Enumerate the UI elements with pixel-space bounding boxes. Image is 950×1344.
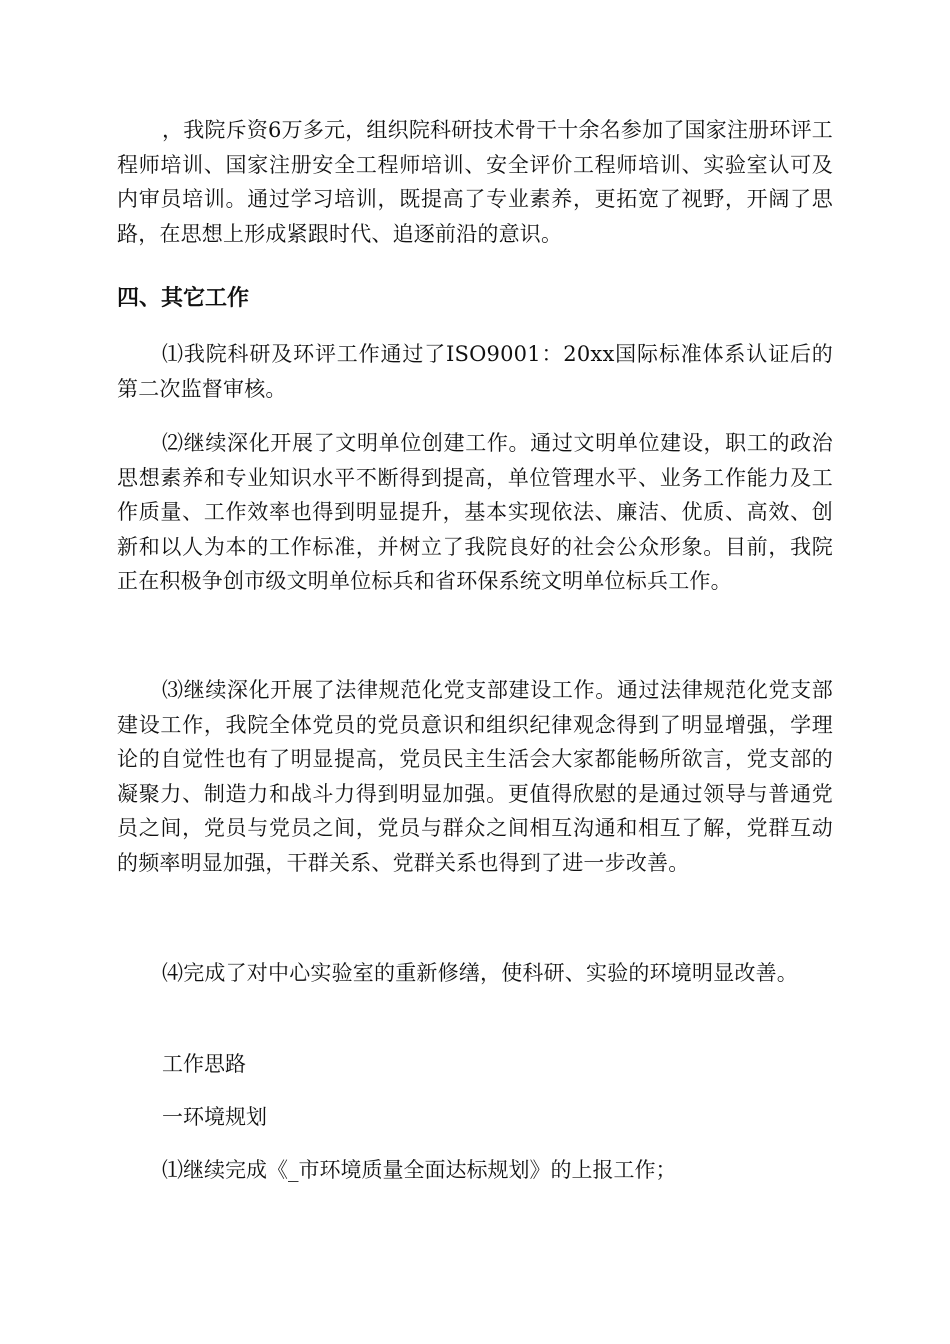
paragraph-training: ，我院斥资6万多元，组织院科研技术骨干十余名参加了国家注册环评工程师培训、国家注册安全工程师培训、安全评价工程师培训、实验室认可及内审员培训。通过学习培训，既提高了专业素养，更拓宽了视野，开阔了思路，在思想上形成紧跟时代、追逐前沿的意识。 — [117, 118, 833, 246]
list-item-lab-renovation: ⑷完成了对中心实验室的重新修缮，使科研、实验的环境明显改善。 — [162, 961, 798, 985]
list-item-party-branch: ⑶继续深化开展了法律规范化党支部建设工作。通过法律规范化党支部建设工作，我院全体党员的党员意识和组织纪律观念得到了明显增强，学理论的自觉性也有了明显提高，党员民主生活会大家都能畅所欲言，党支部的凝聚力、制造力和战斗力得到明显加强。更值得欣慰的是通过领导与普通党员之间，党员与党员之间，党员与群众之间相互沟通和相互了解，党群互动的频率明显加强，干群关系、党群关系也得到了进一步改善。 — [117, 678, 833, 875]
section-heading-other-work: 四、其它工作 — [117, 286, 250, 311]
env-planning-title: 一环境规划 — [162, 1105, 267, 1129]
list-item-civilized-unit: ⑵继续深化开展了文明单位创建工作。通过文明单位建设，职工的政治思想素养和专业知识水平不断得到提高，单位管理水平、业务工作能力及工作质量、工作效率也得到明显提升，基本实现依法、廉洁、优质、高效、创新和以人为本的工作标准，并树立了我院良好的社会公众形象。目前，我院正在积极争创市级文明单位标兵和省环保系统文明单位标兵工作。 — [117, 431, 833, 594]
env-planning-item-1: ⑴继续完成《_市环境质量全面达标规划》的上报工作； — [162, 1158, 677, 1182]
list-item-iso-audit: ⑴我院科研及环评工作通过了ISO9001：20xx国际标准体系认证后的第二次监督审核。 — [117, 342, 833, 401]
work-ideas-title: 工作思路 — [162, 1052, 246, 1076]
